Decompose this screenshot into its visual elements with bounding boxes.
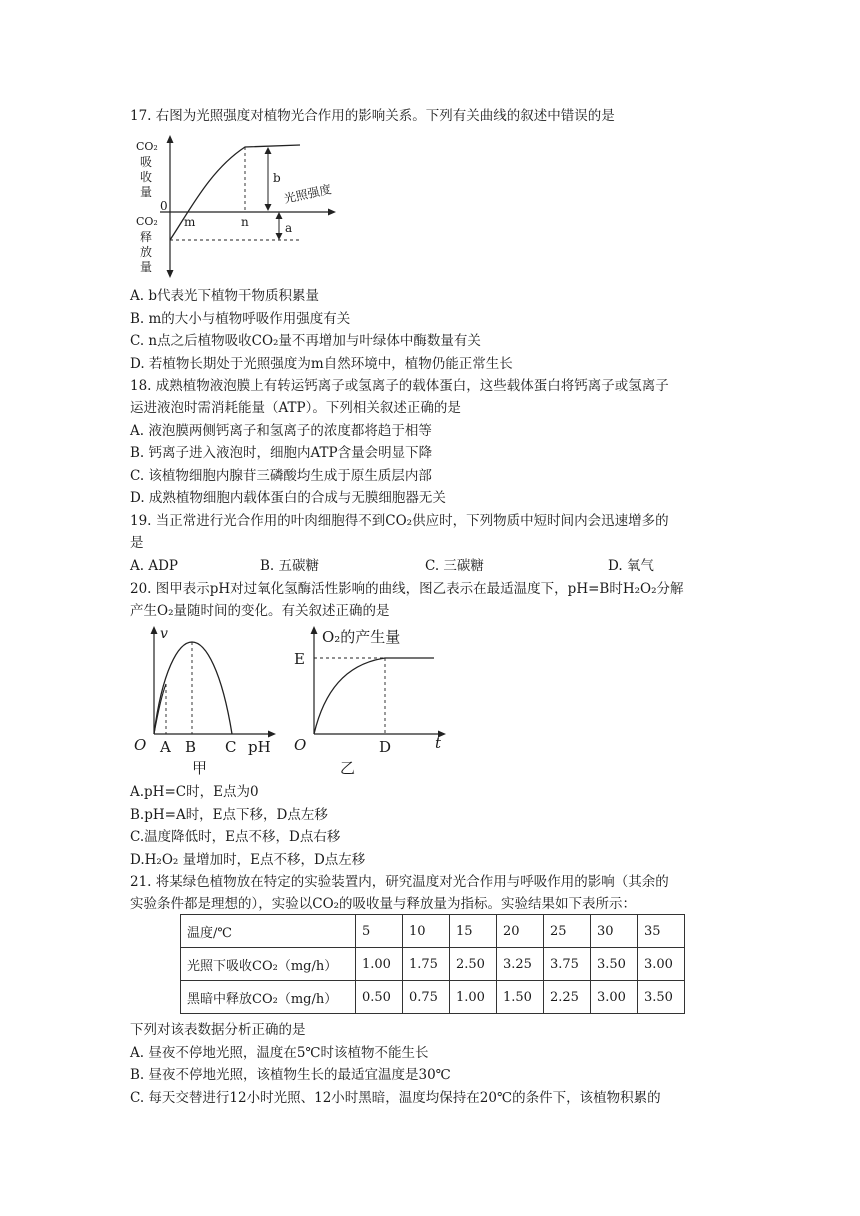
q20-option-a: A.pH=C时，E点为0 <box>130 784 259 800</box>
q20-option-d: D.H₂O₂ 量增加时，E点不移，D点左移 <box>130 852 366 868</box>
q20-jia-caption: 甲 <box>192 759 208 777</box>
q17-option-b: B. m的大小与植物呼吸作用强度有关 <box>130 311 351 327</box>
q17-a-label: a <box>285 221 293 235</box>
q20-jia-origin: O <box>134 736 147 754</box>
table-header-cell: 15 <box>450 915 497 948</box>
q21-option-b: B. 昼夜不停地光照，该植物生长的最适宜温度是30℃ <box>130 1067 451 1083</box>
q21-option-c: C. 每天交替进行12小时光照、12小时黑暗，温度均保持在20℃的条件下，该植物积累的 <box>130 1090 661 1106</box>
q21-data-table <box>180 914 685 1014</box>
q21-stem-line2: 实验条件都是理想的），实验以CO₂的吸收量与释放量为指标。实验结果如下表所示： <box>130 896 637 912</box>
table-cell: 3.50 <box>591 948 638 981</box>
q17-option-a: A. b代表光下植物干物质积累量 <box>130 288 319 304</box>
q20-graph-yi <box>290 622 450 778</box>
table-cell: 1.50 <box>497 981 544 1014</box>
q17-option-d: D. 若植物长期处于光照强度为m自然环境中，植物仍能正常生长 <box>130 356 513 372</box>
q17-xlabel: 光照强度 <box>282 182 333 206</box>
q20-graph-jia <box>130 622 280 778</box>
table-header-cell: 35 <box>638 915 685 948</box>
q19-option-a: A. ADP <box>130 558 178 574</box>
table-header-cell: 30 <box>591 915 638 948</box>
table-cell: 0.75 <box>403 981 450 1014</box>
q20-yi-caption: 乙 <box>340 759 356 777</box>
q18-option-c: C. 该植物细胞内腺苷三磷酸均生成于原生质层内部 <box>130 468 432 484</box>
q17-graph <box>130 130 350 280</box>
table-cell: 黑暗中释放CO₂（mg/h） <box>181 981 356 1014</box>
table-header-cell: 25 <box>544 915 591 948</box>
q21-after-text: 下列对该表数据分析正确的是 <box>130 1022 306 1038</box>
table-cell: 1.00 <box>356 948 403 981</box>
table-cell: 0.50 <box>356 981 403 1014</box>
q17-ylabel-top-3: 收 <box>140 170 153 184</box>
q20-jia-c: C <box>225 738 237 756</box>
q18-option-a: A. 液泡膜两侧钙离子和氢离子的浓度都将趋于相等 <box>130 423 432 439</box>
q20-stem-line2: 产生O₂量随时间的变化。有关叙述正确的是 <box>130 603 390 619</box>
q20-jia-b: B <box>185 738 197 756</box>
q17-ylabel-bot-4: 量 <box>140 260 153 274</box>
q19-stem-line1: 19. 当正常进行光合作用的叶肉细胞得不到CO₂供应时，下列物质中短时间内会迅速增多的 <box>130 513 669 529</box>
q20-stem-line1: 20. 图甲表示pH对过氧化氢酶活性影响的曲线，图乙表示在最适温度下，pH=B时H₂O₂分解 <box>130 581 684 597</box>
q20-yi-title: O₂的产生量 <box>322 628 401 646</box>
q19-option-d: D. 氧气 <box>608 558 654 574</box>
q20-yi-d: D <box>379 738 392 756</box>
table-header-cell: 温度/℃ <box>181 915 356 948</box>
table-cell: 2.50 <box>450 948 497 981</box>
table-header-cell: 5 <box>356 915 403 948</box>
q18-stem-line2: 运进液泡时需消耗能量（ATP）。下列相关叙述正确的是 <box>130 400 461 416</box>
q18-option-b: B. 钙离子进入液泡时，细胞内ATP含量会明显下降 <box>130 445 433 461</box>
table-cell: 1.75 <box>403 948 450 981</box>
q18-stem-line1: 18. 成熟植物液泡膜上有转运钙离子或氢离子的载体蛋白，这些载体蛋白将钙离子或氢离子 <box>130 378 669 394</box>
q19-option-c: C. 三碳糖 <box>425 558 484 574</box>
table-header-cell: 10 <box>403 915 450 948</box>
table-header-cell: 20 <box>497 915 544 948</box>
q20-jia-v: v <box>160 626 168 642</box>
q17-ylabel-top-2: 吸 <box>140 155 153 169</box>
q19-option-b: B. 五碳糖 <box>260 558 320 574</box>
q17-ylabel-bot-1: CO₂ <box>136 215 158 228</box>
q20-yi-origin: O <box>294 736 307 754</box>
q17-b-label: b <box>273 171 281 185</box>
q21-option-a: A. 昼夜不停地光照，温度在5℃时该植物不能生长 <box>130 1045 429 1061</box>
q20-jia-a: A <box>160 738 171 756</box>
q17-n-label: n <box>241 215 249 229</box>
q19-stem-line2: 是 <box>130 535 144 551</box>
table-row <box>181 981 685 1014</box>
q17-ylabel-bot-2: 释 <box>140 230 153 244</box>
table-cell: 2.25 <box>544 981 591 1014</box>
table-cell: 3.00 <box>591 981 638 1014</box>
q17-ylabel-top-4: 量 <box>140 185 153 199</box>
q17-stem: 17. 右图为光照强度对植物光合作用的影响关系。下列有关曲线的叙述中错误的是 <box>130 108 615 124</box>
table-row <box>181 948 685 981</box>
q20-yi-t: t <box>435 734 442 752</box>
q17-ylabel-top-1: CO₂ <box>136 140 158 153</box>
table-cell: 3.75 <box>544 948 591 981</box>
table-cell: 3.00 <box>638 948 685 981</box>
q17-origin: 0 <box>160 199 168 213</box>
q18-option-d: D. 成熟植物细胞内载体蛋白的合成与无膜细胞器无关 <box>130 490 446 506</box>
q20-jia-ph: pH <box>248 738 271 756</box>
table-cell: 1.00 <box>450 981 497 1014</box>
q21-stem-line1: 21. 将某绿色植物放在特定的实验装置内，研究温度对光合作用与呼吸作用的影响（其余的 <box>130 874 669 890</box>
table-cell: 3.25 <box>497 948 544 981</box>
q20-option-c: C.温度降低时，E点不移，D点右移 <box>130 829 341 845</box>
q20-yi-e: E <box>294 650 305 668</box>
q17-option-c: C. n点之后植物吸收CO₂量不再增加与叶绿体中酶数量有关 <box>130 333 481 349</box>
table-cell: 3.50 <box>638 981 685 1014</box>
q20-option-b: B.pH=A时，E点下移，D点左移 <box>130 807 328 823</box>
table-row <box>181 915 685 948</box>
q17-m-label: m <box>184 215 196 229</box>
q17-ylabel-bot-3: 放 <box>140 245 153 259</box>
table-cell: 光照下吸收CO₂（mg/h） <box>181 948 356 981</box>
